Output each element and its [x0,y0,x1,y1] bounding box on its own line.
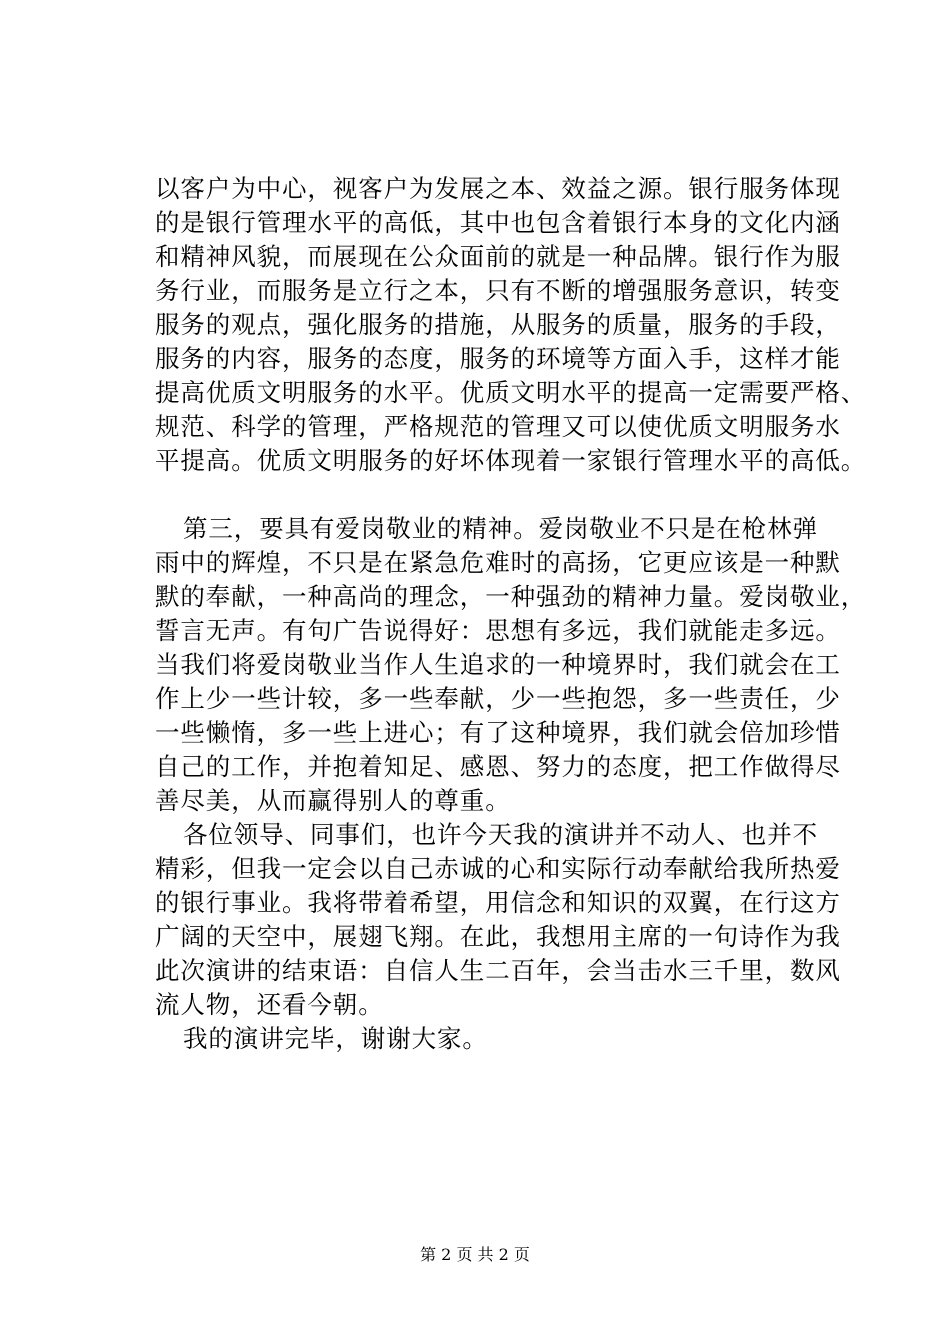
text-line: 广阔的天空中，展翅飞翔。在此，我想用主席的一句诗作为我 [155,922,841,951]
text-line: 雨中的辉煌，不只是在紧急危难时的高扬，它更应该是一种默 [155,548,841,577]
text-line: 以客户为中心，视客户为发展之本、效益之源。银行服务体现 [155,174,841,203]
text-line: 当我们将爱岗敬业当作人生追求的一种境界时，我们就会在工 [155,650,841,679]
text-line: 作上少一些计较，多一些奉献，少一些抱怨，多一些责任，少 [155,684,841,713]
paragraph-1 [155,172,867,478]
text-line: 的银行事业。我将带着希望，用信念和知识的双翼，在行这方 [155,888,841,917]
text-line: 一些懒惰，多一些上进心；有了这种境界，我们就会倍加珍惜 [155,718,841,747]
text-line: 流人物，还看今朝。 [155,990,384,1019]
text-line: 的是银行管理水平的高低，其中也包含着银行本身的文化内涵 [155,208,841,237]
text-line: 自己的工作，并抱着知足、感恩、努力的态度，把工作做得尽 [155,752,841,781]
text-line: 我的演讲完毕，谢谢大家。 [183,1024,488,1053]
text-line: 服务的观点，强化服务的措施，从服务的质量，服务的手段， [155,310,841,339]
text-line: 务行业，而服务是立行之本，只有不断的增强服务意识，转变 [155,276,841,305]
paragraph-2 [155,512,867,818]
text-line: 精彩，但我一定会以自己赤诚的心和实际行动奉献给我所热爱 [155,854,841,883]
text-line: 善尽美，从而赢得别人的尊重。 [155,786,511,815]
page-footer: 第 2 页 共 2 页 [420,1245,530,1264]
paragraph-spacer [155,478,855,512]
text-line: 和精神风貌，而展现在公众面前的就是一种品牌。银行作为服 [155,242,841,271]
text-line: 此次演讲的结束语：自信人生二百年，会当击水三千里，数风 [155,956,841,985]
text-line: 服务的内容，服务的态度，服务的环境等方面入手，这样才能 [155,344,841,373]
document-body [155,172,867,1056]
text-line: 各位领导、同事们，也许今天我的演讲并不动人、也并不 [183,820,818,849]
text-line: 平提高。优质文明服务的好坏体现着一家银行管理水平的高低。 [155,446,867,475]
text-line: 第三，要具有爱岗敬业的精神。爱岗敬业不只是在枪林弹 [183,514,818,543]
text-line: 默的奉献，一种高尚的理念，一种强劲的精神力量。爱岗敬业， [155,582,867,611]
paragraph-4 [155,1022,855,1056]
paragraph-3 [155,818,855,1022]
text-line: 誓言无声。有句广告说得好：思想有多远，我们就能走多远。 [155,616,841,645]
text-line: 提高优质文明服务的水平。优质文明水平的提高一定需要严格、 [155,378,867,407]
text-line: 规范、科学的管理，严格规范的管理又可以使优质文明服务水 [155,412,841,441]
